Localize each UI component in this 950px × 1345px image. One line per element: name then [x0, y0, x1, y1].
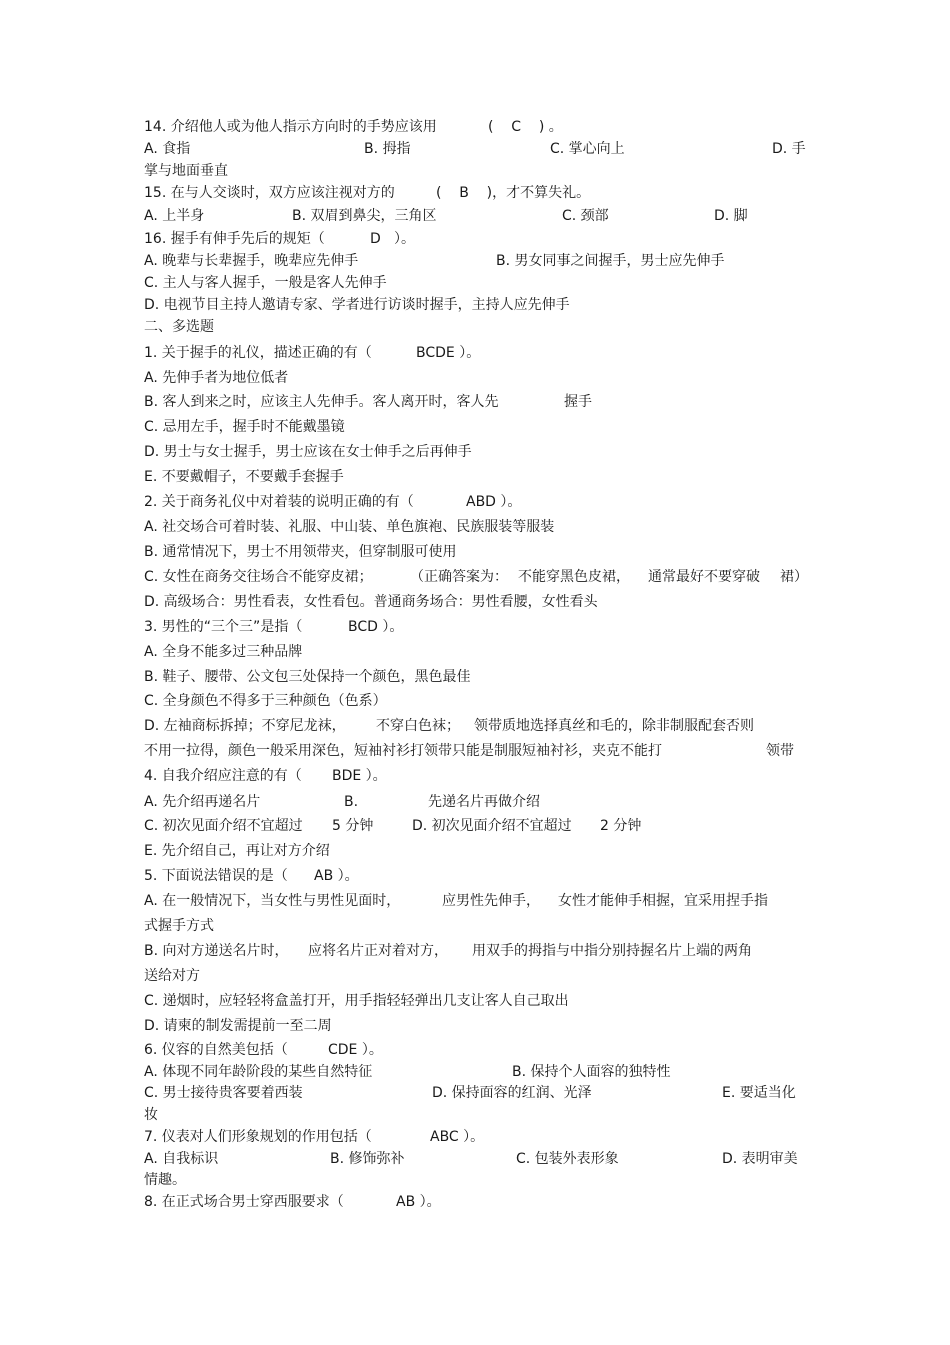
option-d: D. 手	[772, 141, 806, 157]
answer: ( C ) 。	[488, 119, 563, 135]
option-c: C. 颈部	[562, 208, 609, 224]
option-b-part2: 应将名片正对着对方，	[308, 943, 448, 959]
multi-question-8	[144, 1193, 441, 1265]
option-d: D. 请柬的制发需提前一至二周	[144, 1018, 332, 1034]
option-a-cont: 式握手方式	[144, 918, 214, 934]
option-b: B. 保持个人面容的独特性	[512, 1064, 671, 1080]
option-e: E. 先介绍自己，再让对方介绍	[144, 843, 330, 859]
option-c-end: 5 分钟	[332, 818, 374, 834]
option-c: C. 全身颜色不得多于三种颜色（色系）	[144, 693, 387, 709]
option-d: D. 初次见面介绍不宜超过	[412, 818, 572, 834]
option-d-cont: 不用一拉得，颜色一般采用深色，短袖衬衫打领带只能是制服短袖衬衫，夹克不能打	[144, 743, 662, 759]
option-a: A. 食指	[144, 141, 191, 157]
option-b: 先递名片再做介绍	[428, 794, 540, 810]
option-b: B. 双眉到鼻尖，三角区	[292, 208, 437, 224]
option-a: A. 上半身	[144, 208, 205, 224]
option-text: 掌与地面垂直	[144, 163, 228, 179]
option-c: C. 忌用左手，握手时不能戴墨镜	[144, 419, 345, 435]
option-b: B. 向对方递送名片时，	[144, 943, 289, 959]
answer: BCDE ）。	[416, 345, 481, 361]
question-text: 16. 握手有伸手先后的规矩（	[144, 231, 325, 247]
correct-answer-end: 裙）	[780, 569, 808, 585]
option-e-cont: 妆	[144, 1107, 158, 1123]
question-text: 1. 关于握手的礼仪，描述正确的有（	[144, 345, 372, 361]
correct-answer-text: 不能穿黑色皮裙，	[518, 569, 630, 585]
option-b: B. 通常情况下，男士不用领带夹，但穿制服可使用	[144, 544, 457, 560]
correct-answer-text-2: 通常最好不要穿破	[648, 569, 760, 585]
option-d-part2: 不穿白色袜；	[376, 718, 460, 734]
option-b: B. 修饰弥补	[330, 1151, 405, 1167]
question-text: 5. 下面说法错误的是（	[144, 868, 288, 884]
option-c: C. 初次见面介绍不宜超过	[144, 818, 303, 834]
option-e: E. 不要戴帽子，不要戴手套握手	[144, 469, 344, 485]
question-text: 2. 关于商务礼仪中对着装的说明正确的有（	[144, 494, 414, 510]
option-d-cont: 情趣。	[144, 1172, 186, 1188]
answer: BCD ）。	[348, 619, 404, 635]
option-c: C. 掌心向上	[550, 141, 625, 157]
answer: D	[370, 231, 381, 247]
option-d-part3: 领带质地选择真丝和毛的，除非制服配套否则	[474, 718, 754, 734]
option-c: C. 男士接待贵客要着西装	[144, 1085, 303, 1101]
option-a-part2: 应男性先伸手，	[442, 893, 540, 909]
option-c: C. 主人与客人握手，一般是客人先伸手	[144, 275, 387, 291]
option-b: B. 男女同事之间握手，男士应先伸手	[496, 253, 725, 269]
option-a: A. 自我标识	[144, 1151, 219, 1167]
question-text: 4. 自我介绍应注意的有（	[144, 768, 302, 784]
option-b-part3: 用双手的拇指与中指分别持握名片上端的两角	[472, 943, 752, 959]
option-a-part3: 女性才能伸手相握，宜采用捏手指	[558, 893, 768, 909]
answer: BDE ）。	[332, 768, 387, 784]
option-b-cont: 送给对方	[144, 968, 200, 984]
answer: AB ）。	[396, 1194, 441, 1210]
question-text: 7. 仪表对人们形象规划的作用包括（	[144, 1129, 372, 1145]
question-text: 14. 介绍他人或为他人指示方向时的手势应该用	[144, 119, 437, 135]
option-d: D. 保持面容的红润、光泽	[432, 1085, 592, 1101]
question-text: 6. 仪容的自然美包括（	[144, 1042, 288, 1058]
option-a: A. 全身不能多过三种品牌	[144, 644, 303, 660]
option-d: D. 男士与女士握手，男士应该在女士伸手之后再伸手	[144, 444, 472, 460]
option-b: B. 鞋子、腰带、公文包三处保持一个颜色，黑色最佳	[144, 669, 471, 685]
question-end: ）。	[394, 231, 415, 247]
answer: ABD ）。	[466, 494, 522, 510]
option-a: A. 晚辈与长辈握手，晚辈应先伸手	[144, 253, 359, 269]
option-b-cont: 握手	[564, 394, 592, 410]
option-d: D. 表明审美	[722, 1151, 798, 1167]
question-text: 8. 在正式场合男士穿西服要求（	[144, 1194, 344, 1210]
option-c: C. 递烟时，应轻轻将盒盖打开，用手指轻轻弹出几支让客人自己取出	[144, 993, 569, 1009]
answer: CDE ）。	[328, 1042, 383, 1058]
option-b-letter: B.	[344, 794, 359, 810]
answer: ABC ）。	[430, 1129, 485, 1145]
option-e: E. 要适当化	[722, 1085, 796, 1101]
question-text: 3. 男性的“三个三”是指（	[144, 619, 303, 635]
question-text: 15. 在与人交谈时，双方应该注视对方的	[144, 185, 395, 201]
option-c: C. 包装外表形象	[516, 1151, 619, 1167]
answer: ( B )，才不算失礼。	[436, 185, 591, 201]
option-a: A. 先伸手者为地位低者	[144, 370, 289, 386]
option-c: C. 女性在商务交往场合不能穿皮裙；	[144, 569, 373, 585]
option-d: D. 高级场合：男性看表，女性看包。普通商务场合：男性看腰，女性看头	[144, 594, 598, 610]
option-d: D. 电视节目主持人邀请专家、学者进行访谈时握手，主持人应先伸手	[144, 297, 570, 313]
option-a: A. 在一般情况下，当女性与男性见面时，	[144, 893, 401, 909]
option-a: A. 先介绍再递名片	[144, 794, 261, 810]
option-a: A. 社交场合可着时装、礼服、中山装、单色旗袍、民族服装等服装	[144, 519, 555, 535]
option-d: D. 脚	[714, 208, 748, 224]
option-d: D. 左袖商标拆掉；不穿尼龙袜，	[144, 718, 346, 734]
section-title: 二、多选题	[144, 319, 214, 335]
correct-answer-label: （正确答案为：	[410, 569, 508, 585]
answer: AB ）。	[314, 868, 359, 884]
option-d-end: 2 分钟	[600, 818, 642, 834]
option-d-end: 领带	[766, 743, 794, 759]
option-b: B. 客人到来之时，应该主人先伸手。客人离开时，客人先	[144, 394, 499, 410]
option-a: A. 体现不同年龄阶段的某些自然特征	[144, 1064, 373, 1080]
option-b: B. 拇指	[364, 141, 411, 157]
